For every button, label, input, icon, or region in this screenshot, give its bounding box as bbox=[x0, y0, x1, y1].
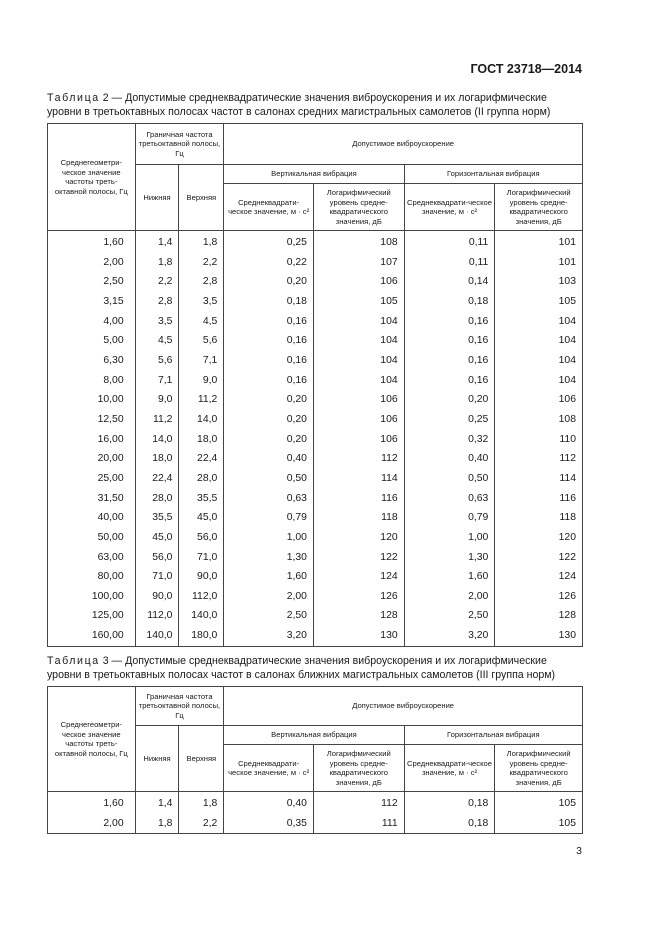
table-row bbox=[48, 351, 583, 371]
table-cell: 0,40 bbox=[404, 449, 495, 469]
col-header-vertical-log: Логарифмический уровень средне-квадратического значения, дБ bbox=[313, 745, 404, 792]
table-cell: 45,0 bbox=[179, 508, 224, 528]
table-row bbox=[48, 430, 583, 450]
table-cell: 35,5 bbox=[179, 489, 224, 509]
table-cell: 0,79 bbox=[224, 508, 314, 528]
table-row bbox=[48, 312, 583, 332]
table-cell: 104 bbox=[313, 312, 404, 332]
table-cell: 14,0 bbox=[135, 430, 179, 450]
table-cell: 90,0 bbox=[135, 587, 179, 607]
table-cell: 0,16 bbox=[404, 351, 495, 371]
table-cell: 130 bbox=[313, 626, 404, 646]
table-cell: 126 bbox=[313, 587, 404, 607]
table-cell: 28,0 bbox=[179, 469, 224, 489]
table-cell: 104 bbox=[495, 351, 583, 371]
table-cell: 114 bbox=[313, 469, 404, 489]
col-header-lower: Нижняя bbox=[135, 165, 179, 231]
table-row bbox=[48, 331, 583, 351]
table-cell: 2,50 bbox=[404, 606, 495, 626]
table-cell: 0,18 bbox=[404, 792, 495, 814]
col-header-horizontal: Горизонтальная вибрация bbox=[404, 165, 582, 184]
table-cell: 2,8 bbox=[135, 292, 179, 312]
table-cell: 125,00 bbox=[48, 606, 136, 626]
table-cell: 105 bbox=[495, 814, 583, 834]
table-row bbox=[48, 626, 583, 646]
table-cell: 0,20 bbox=[224, 272, 314, 292]
table-cell: 22,4 bbox=[135, 469, 179, 489]
table-cell: 104 bbox=[495, 331, 583, 351]
table-cell: 5,6 bbox=[179, 331, 224, 351]
table-cell: 101 bbox=[495, 253, 583, 273]
col-header-allowed: Допустимое виброускорение bbox=[224, 687, 583, 726]
table-cell: 31,50 bbox=[48, 489, 136, 509]
table-cell: 0,63 bbox=[224, 489, 314, 509]
col-header-mean-freq: Среднегеометри-ческое значение частоты треть-октавной полосы, Гц bbox=[48, 687, 136, 792]
table-cell: 1,8 bbox=[135, 814, 179, 834]
table-cell: 2,50 bbox=[224, 606, 314, 626]
col-header-boundary-freq: Граничная частота третьоктавной полосы, Гц bbox=[135, 687, 224, 726]
table-cell: 104 bbox=[495, 371, 583, 391]
table-cell: 18,0 bbox=[179, 430, 224, 450]
table-cell: 1,60 bbox=[48, 792, 136, 814]
table-cell: 130 bbox=[495, 626, 583, 646]
table-cell: 105 bbox=[313, 292, 404, 312]
table-cell: 140,0 bbox=[135, 626, 179, 646]
table-cell: 104 bbox=[313, 331, 404, 351]
table3-caption bbox=[47, 654, 583, 682]
table-cell: 0,40 bbox=[224, 449, 314, 469]
table-cell: 71,0 bbox=[179, 548, 224, 568]
table-cell: 122 bbox=[313, 548, 404, 568]
table-cell: 1,60 bbox=[224, 567, 314, 587]
table-cell: 0,11 bbox=[404, 231, 495, 253]
table-cell: 40,00 bbox=[48, 508, 136, 528]
table-cell: 180,0 bbox=[179, 626, 224, 646]
table-cell: 105 bbox=[495, 292, 583, 312]
table-cell: 1,4 bbox=[135, 792, 179, 814]
table-cell: 103 bbox=[495, 272, 583, 292]
col-header-vertical: Вертикальная вибрация bbox=[224, 726, 404, 745]
table-row bbox=[48, 469, 583, 489]
table-row bbox=[48, 606, 583, 626]
table-cell: 0,16 bbox=[404, 331, 495, 351]
table-cell: 104 bbox=[495, 312, 583, 332]
table-row bbox=[48, 272, 583, 292]
table-cell: 1,8 bbox=[179, 231, 224, 253]
table-cell: 56,0 bbox=[135, 548, 179, 568]
page-number: 3 bbox=[576, 845, 582, 857]
col-header-lower: Нижняя bbox=[135, 726, 179, 792]
col-header-mean-freq: Среднегеометри-ческое значение частоты треть-октавной полосы, Гц bbox=[48, 124, 136, 231]
table-cell: 128 bbox=[495, 606, 583, 626]
table-cell: 0,18 bbox=[404, 292, 495, 312]
table-row bbox=[48, 814, 583, 834]
table-cell: 0,16 bbox=[224, 312, 314, 332]
table-cell: 45,0 bbox=[135, 528, 179, 548]
table-cell: 2,50 bbox=[48, 272, 136, 292]
table-cell: 128 bbox=[313, 606, 404, 626]
table-cell: 1,00 bbox=[224, 528, 314, 548]
table-row bbox=[48, 410, 583, 430]
col-header-horizontal-log: Логарифмический уровень средне-квадратического значения, дБ bbox=[495, 184, 583, 231]
table-row bbox=[48, 587, 583, 607]
table-cell: 28,0 bbox=[135, 489, 179, 509]
table-cell: 108 bbox=[495, 410, 583, 430]
table-cell: 1,4 bbox=[135, 231, 179, 253]
table-cell: 90,0 bbox=[179, 567, 224, 587]
table-cell: 2,00 bbox=[224, 587, 314, 607]
table-cell: 3,20 bbox=[224, 626, 314, 646]
col-header-horizontal-rms: Среднеквадрати-ческое значение, м · с² bbox=[404, 745, 495, 792]
table-cell: 108 bbox=[313, 231, 404, 253]
table3-body bbox=[48, 792, 583, 834]
table-cell: 0,63 bbox=[404, 489, 495, 509]
table-cell: 80,00 bbox=[48, 567, 136, 587]
table-cell: 2,00 bbox=[48, 253, 136, 273]
table-cell: 126 bbox=[495, 587, 583, 607]
table-cell: 0,32 bbox=[404, 430, 495, 450]
table-row bbox=[48, 528, 583, 548]
table-cell: 106 bbox=[313, 390, 404, 410]
table-cell: 112 bbox=[495, 449, 583, 469]
table-cell: 22,4 bbox=[179, 449, 224, 469]
table-cell: 112,0 bbox=[179, 587, 224, 607]
table-cell: 5,6 bbox=[135, 351, 179, 371]
table-cell: 2,2 bbox=[179, 253, 224, 273]
table-cell: 0,22 bbox=[224, 253, 314, 273]
table-cell: 0,20 bbox=[224, 410, 314, 430]
table-cell: 2,2 bbox=[179, 814, 224, 834]
table-cell: 2,00 bbox=[48, 814, 136, 834]
table-cell: 0,14 bbox=[404, 272, 495, 292]
table-cell: 3,20 bbox=[404, 626, 495, 646]
table-row bbox=[48, 489, 583, 509]
table-cell: 3,5 bbox=[179, 292, 224, 312]
col-header-vertical-log: Логарифмический уровень средне-квадратического значения, дБ bbox=[313, 184, 404, 231]
table2 bbox=[47, 123, 583, 647]
col-header-upper: Верхняя bbox=[179, 726, 224, 792]
table-cell: 1,8 bbox=[179, 792, 224, 814]
table-cell: 1,8 bbox=[135, 253, 179, 273]
table-cell: 124 bbox=[313, 567, 404, 587]
table-cell: 0,35 bbox=[224, 814, 314, 834]
table-cell: 0,25 bbox=[404, 410, 495, 430]
table-cell: 3,15 bbox=[48, 292, 136, 312]
table-cell: 7,1 bbox=[179, 351, 224, 371]
table2-label: Таблица bbox=[47, 92, 100, 104]
table-cell: 0,79 bbox=[404, 508, 495, 528]
col-header-vertical-rms: Среднеквадрати-ческое значение, м · с² bbox=[224, 184, 314, 231]
table3-caption-text: 3 — Допустимые среднеквадратические значения виброускорения и их логарифмические уровни в третьоктавных полосах частот в салонах ближних магистральных самолетов (III группа норм) bbox=[47, 655, 556, 681]
table-cell: 104 bbox=[313, 351, 404, 371]
table-cell: 106 bbox=[313, 272, 404, 292]
table-cell: 0,16 bbox=[404, 371, 495, 391]
table-cell: 106 bbox=[313, 410, 404, 430]
table-cell: 112 bbox=[313, 792, 404, 814]
table-cell: 106 bbox=[495, 390, 583, 410]
table-cell: 2,8 bbox=[179, 272, 224, 292]
table-cell: 71,0 bbox=[135, 567, 179, 587]
document-code: ГОСТ 23718—2014 bbox=[470, 62, 582, 76]
table-cell: 14,0 bbox=[179, 410, 224, 430]
table-cell: 122 bbox=[495, 548, 583, 568]
table-row bbox=[48, 390, 583, 410]
table-cell: 18,0 bbox=[135, 449, 179, 469]
table-cell: 106 bbox=[313, 430, 404, 450]
table-cell: 8,00 bbox=[48, 371, 136, 391]
table2-caption bbox=[47, 91, 583, 119]
table-cell: 101 bbox=[495, 231, 583, 253]
table-cell: 56,0 bbox=[179, 528, 224, 548]
table-cell: 116 bbox=[495, 489, 583, 509]
table-cell: 4,00 bbox=[48, 312, 136, 332]
table-cell: 0,20 bbox=[224, 430, 314, 450]
table-row bbox=[48, 792, 583, 814]
table-cell: 104 bbox=[313, 371, 404, 391]
table-cell: 160,00 bbox=[48, 626, 136, 646]
table-cell: 9,0 bbox=[135, 390, 179, 410]
table-cell: 0,16 bbox=[224, 371, 314, 391]
col-header-upper: Верхняя bbox=[179, 165, 224, 231]
table-cell: 0,16 bbox=[224, 351, 314, 371]
table-cell: 116 bbox=[313, 489, 404, 509]
table-cell: 114 bbox=[495, 469, 583, 489]
table-row bbox=[48, 292, 583, 312]
table-cell: 120 bbox=[495, 528, 583, 548]
table-cell: 0,40 bbox=[224, 792, 314, 814]
col-header-allowed: Допустимое виброускорение bbox=[224, 124, 583, 165]
col-header-horizontal-log: Логарифмический уровень средне-квадратического значения, дБ bbox=[495, 745, 583, 792]
table-cell: 0,20 bbox=[404, 390, 495, 410]
table-cell: 0,16 bbox=[404, 312, 495, 332]
table-cell: 0,20 bbox=[224, 390, 314, 410]
table-cell: 6,30 bbox=[48, 351, 136, 371]
table-cell: 63,00 bbox=[48, 548, 136, 568]
table-row bbox=[48, 449, 583, 469]
table-cell: 112 bbox=[313, 449, 404, 469]
table-cell: 120 bbox=[313, 528, 404, 548]
col-header-vertical: Вертикальная вибрация bbox=[224, 165, 404, 184]
table-cell: 1,30 bbox=[404, 548, 495, 568]
table-cell: 100,00 bbox=[48, 587, 136, 607]
table-cell: 16,00 bbox=[48, 430, 136, 450]
table-cell: 107 bbox=[313, 253, 404, 273]
table-cell: 4,5 bbox=[179, 312, 224, 332]
table-row bbox=[48, 253, 583, 273]
table-cell: 5,00 bbox=[48, 331, 136, 351]
table-cell: 1,30 bbox=[224, 548, 314, 568]
col-header-boundary-freq: Граничная частота третьоктавной полосы, Гц bbox=[135, 124, 224, 165]
table3 bbox=[47, 686, 583, 834]
table-cell: 1,00 bbox=[404, 528, 495, 548]
table-cell: 124 bbox=[495, 567, 583, 587]
col-header-horizontal-rms: Среднеквадрати-ческое значение, м · с² bbox=[404, 184, 495, 231]
table-cell: 118 bbox=[313, 508, 404, 528]
table-cell: 3,5 bbox=[135, 312, 179, 332]
table-cell: 0,11 bbox=[404, 253, 495, 273]
table-cell: 4,5 bbox=[135, 331, 179, 351]
table-row bbox=[48, 231, 583, 253]
table-cell: 110 bbox=[495, 430, 583, 450]
table-row bbox=[48, 567, 583, 587]
table-cell: 1,60 bbox=[404, 567, 495, 587]
table-cell: 11,2 bbox=[135, 410, 179, 430]
table-cell: 11,2 bbox=[179, 390, 224, 410]
table-cell: 0,25 bbox=[224, 231, 314, 253]
table-cell: 140,0 bbox=[179, 606, 224, 626]
table2-caption-text: 2 — Допустимые среднеквадратические значения виброускорения и их логарифмические уровни в третьоктавных полосах частот в салонах средних магистральных самолетов (II группа норм) bbox=[47, 92, 551, 118]
table-cell: 35,5 bbox=[135, 508, 179, 528]
table-cell: 2,2 bbox=[135, 272, 179, 292]
table3-label: Таблица bbox=[47, 655, 100, 667]
table-cell: 25,00 bbox=[48, 469, 136, 489]
table-cell: 118 bbox=[495, 508, 583, 528]
table-cell: 7,1 bbox=[135, 371, 179, 391]
table-cell: 1,60 bbox=[48, 231, 136, 253]
table2-body bbox=[48, 231, 583, 647]
table-cell: 0,16 bbox=[224, 331, 314, 351]
table-cell: 0,18 bbox=[224, 292, 314, 312]
table-cell: 0,18 bbox=[404, 814, 495, 834]
table-cell: 0,50 bbox=[224, 469, 314, 489]
table-cell: 50,00 bbox=[48, 528, 136, 548]
table-cell: 10,00 bbox=[48, 390, 136, 410]
col-header-vertical-rms: Среднеквадрати-ческое значение, м · с² bbox=[224, 745, 314, 792]
table-row bbox=[48, 371, 583, 391]
table-cell: 105 bbox=[495, 792, 583, 814]
table-cell: 112,0 bbox=[135, 606, 179, 626]
table-cell: 9,0 bbox=[179, 371, 224, 391]
col-header-horizontal: Горизонтальная вибрация bbox=[404, 726, 582, 745]
table-cell: 111 bbox=[313, 814, 404, 834]
table-cell: 20,00 bbox=[48, 449, 136, 469]
table-cell: 2,00 bbox=[404, 587, 495, 607]
table-row bbox=[48, 548, 583, 568]
table-cell: 0,50 bbox=[404, 469, 495, 489]
table-cell: 12,50 bbox=[48, 410, 136, 430]
table-row bbox=[48, 508, 583, 528]
